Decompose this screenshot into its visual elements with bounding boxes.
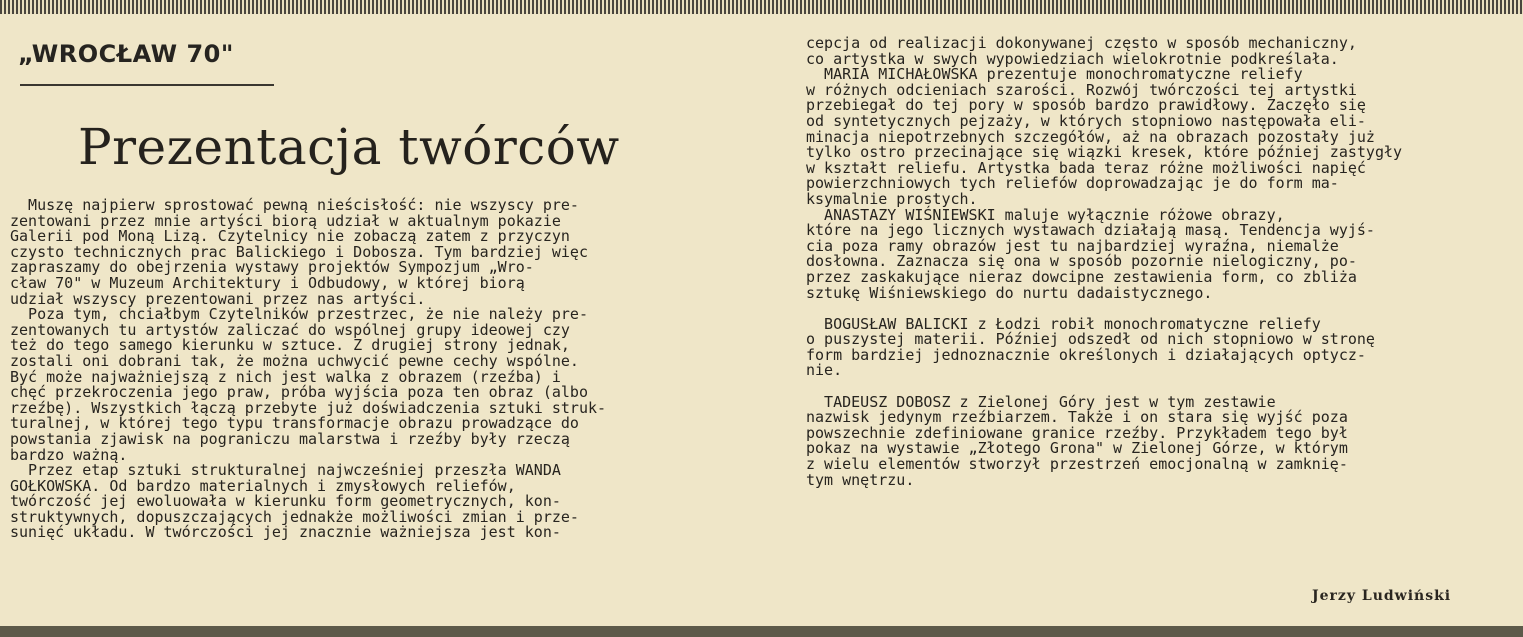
text-line: pokaz na wystawie „Złotego Grona" w Zielonej Górze, w którym [806,439,1348,458]
text-line: BOGUSŁAW BALICKI z Łodzi robił monochromatyczne reliefy [806,314,1321,333]
text-line: form bardziej jednoznacznie określonych i działających optycz- [806,345,1366,364]
text-line: powstania zjawisk na pograniczu malarstwa i rzeźby były rzeczą [10,429,570,448]
text-line: ANASTAZY WIŚNIEWSKI maluje wyłącznie różowe obrazy, [806,205,1285,224]
text-line: udział wszyscy prezentowani przez nas artyści. [10,289,426,308]
text-line: zapraszamy do obejrzenia wystawy projektów Sympozjum „Wro- [10,258,534,277]
text-line: GOŁKOWSKA. Od bardzo materialnych i zmysłowych reliefów, [10,476,516,495]
text-line: sunięć układu. W twórczości jej znacznie ważniejsza jest kon- [10,523,561,542]
text-line: co artystka w swych wypowiedziach wielokrotnie podkreślała. [806,49,1339,68]
text-line: w kształt reliefu. Artystka bada teraz różne możliwości napięć [806,158,1366,177]
rubric-underline [20,84,274,86]
text-line: powszechnie zdefiniowane granice rzeźby. Przykładem tego był [806,423,1348,442]
text-line: cia poza ramy obrazów jest tu najbardziej wyraźna, niemalże [806,236,1339,255]
section-rubric: „WROCŁAW 70" [18,40,234,68]
text-line: powierzchniowych tych reliefów doprowadzając je do form ma- [806,174,1339,193]
text-line: minacja niepotrzebnych szczegółów, aż na obrazach pozostały już [806,127,1375,146]
text-line: struktywnych, dopuszczających jednakże możliwości zmian i prze- [10,507,579,526]
text-line: nazwisk jedynym rzeźbiarzem. Także i on stara się wyjść poza [806,408,1348,427]
text-line: tylko ostro przecinające się wiązki kresek, które później zastygły [806,143,1403,162]
text-line: przebiegał do tej pory w sposób bardzo prawidłowy. Zaczęło się [806,96,1366,115]
text-line: z wielu elementów stworzył przestrzeń emocjonalną w zamknię- [806,455,1348,474]
text-line: czysto technicznych prac Balickiego i Dobosza. Tym bardziej więc [10,242,588,261]
text-line: Być może najważniejszą z nich jest walka z obrazem (rzeźba) i [10,367,561,386]
text-line: od syntetycznych pejzaży, w których stopniowo następowała eli- [806,111,1366,130]
text-line: cepcja od realizacji dokonywanej często w sposób mechaniczny, [806,34,1357,52]
text-line: które na jego licznych wystawach działają masą. Tendencja wyjś- [806,221,1375,240]
bottom-border-band [0,626,1523,637]
text-line: rzeźbę). Wszystkich łączą przebyte już doświadczenia sztuki struk- [10,398,607,417]
text-line: przez zaskakujące nieraz dowcipne zestawienia form, co zbliża [806,267,1357,286]
text-line: MARIA MICHAŁOWSKA prezentuje monochromatyczne reliefy [806,65,1303,84]
text-line: w różnych odcieniach szarości. Rozwój twórczości tej artystki [806,80,1357,99]
text-line: sztukę Wiśniewskiego do nurtu dadaistycznego. [806,283,1213,302]
text-line: tym wnętrzu. [806,470,915,489]
left-text-column [10,198,606,541]
text-line: cław 70" w Muzeum Architektury i Odbudowy, w której biorą [10,273,525,292]
text-line: TADEUSZ DOBOSZ z Zielonej Góry jest w tym zestawie [806,392,1276,411]
text-line: Muszę najpierw sprostować pewną nieścisłość: nie wszyscy pre- [10,196,579,214]
text-line: Galerii pod Moną Lizą. Czytelnicy nie zobaczą zatem z przyczyn [10,227,570,246]
top-border-rule [0,0,1523,14]
text-line: twórczość jej ewoluowała w kierunku form geometrycznych, kon- [10,492,561,511]
text-line: ksymalnie prostych. [806,189,978,208]
text-line: Poza tym, chciałbym Czytelników przestrzec, że nie należy pre- [10,305,588,324]
text-line: o puszystej materii. Później odszedł od nich stopniowo w stronę [806,330,1375,349]
text-line: bardzo ważną. [10,445,128,464]
text-line: zostali oni dobrani tak, że można uchwycić pewne cechy wspólne. [10,351,579,370]
text-line: turalnej, w której tego typu transformacje obrazu prowadzące do [10,414,579,433]
right-text-column [806,36,1402,488]
author-signature: Jerzy Ludwiński [1312,588,1452,604]
text-line: zentowani przez mnie artyści biorą udział w aktualnym pokazie [10,211,561,230]
text-line: dosłowna. Zaznacza się ona w sposób pozornie nielogiczny, po- [806,252,1357,271]
text-line: też do tego samego kierunku w sztuce. Z drugiej strony jednak, [10,336,570,355]
text-line: Przez etap sztuki strukturalnej najwcześniej przeszła WANDA [10,461,561,480]
article-headline: Prezentacja twórców [78,118,620,176]
text-line: zentowanych tu artystów zaliczać do wspólnej grupy ideowej czy [10,320,570,339]
text-line: nie. [806,361,843,380]
text-line: chęć przekroczenia jego praw, próba wyjścia poza ten obraz (albo [10,383,588,402]
